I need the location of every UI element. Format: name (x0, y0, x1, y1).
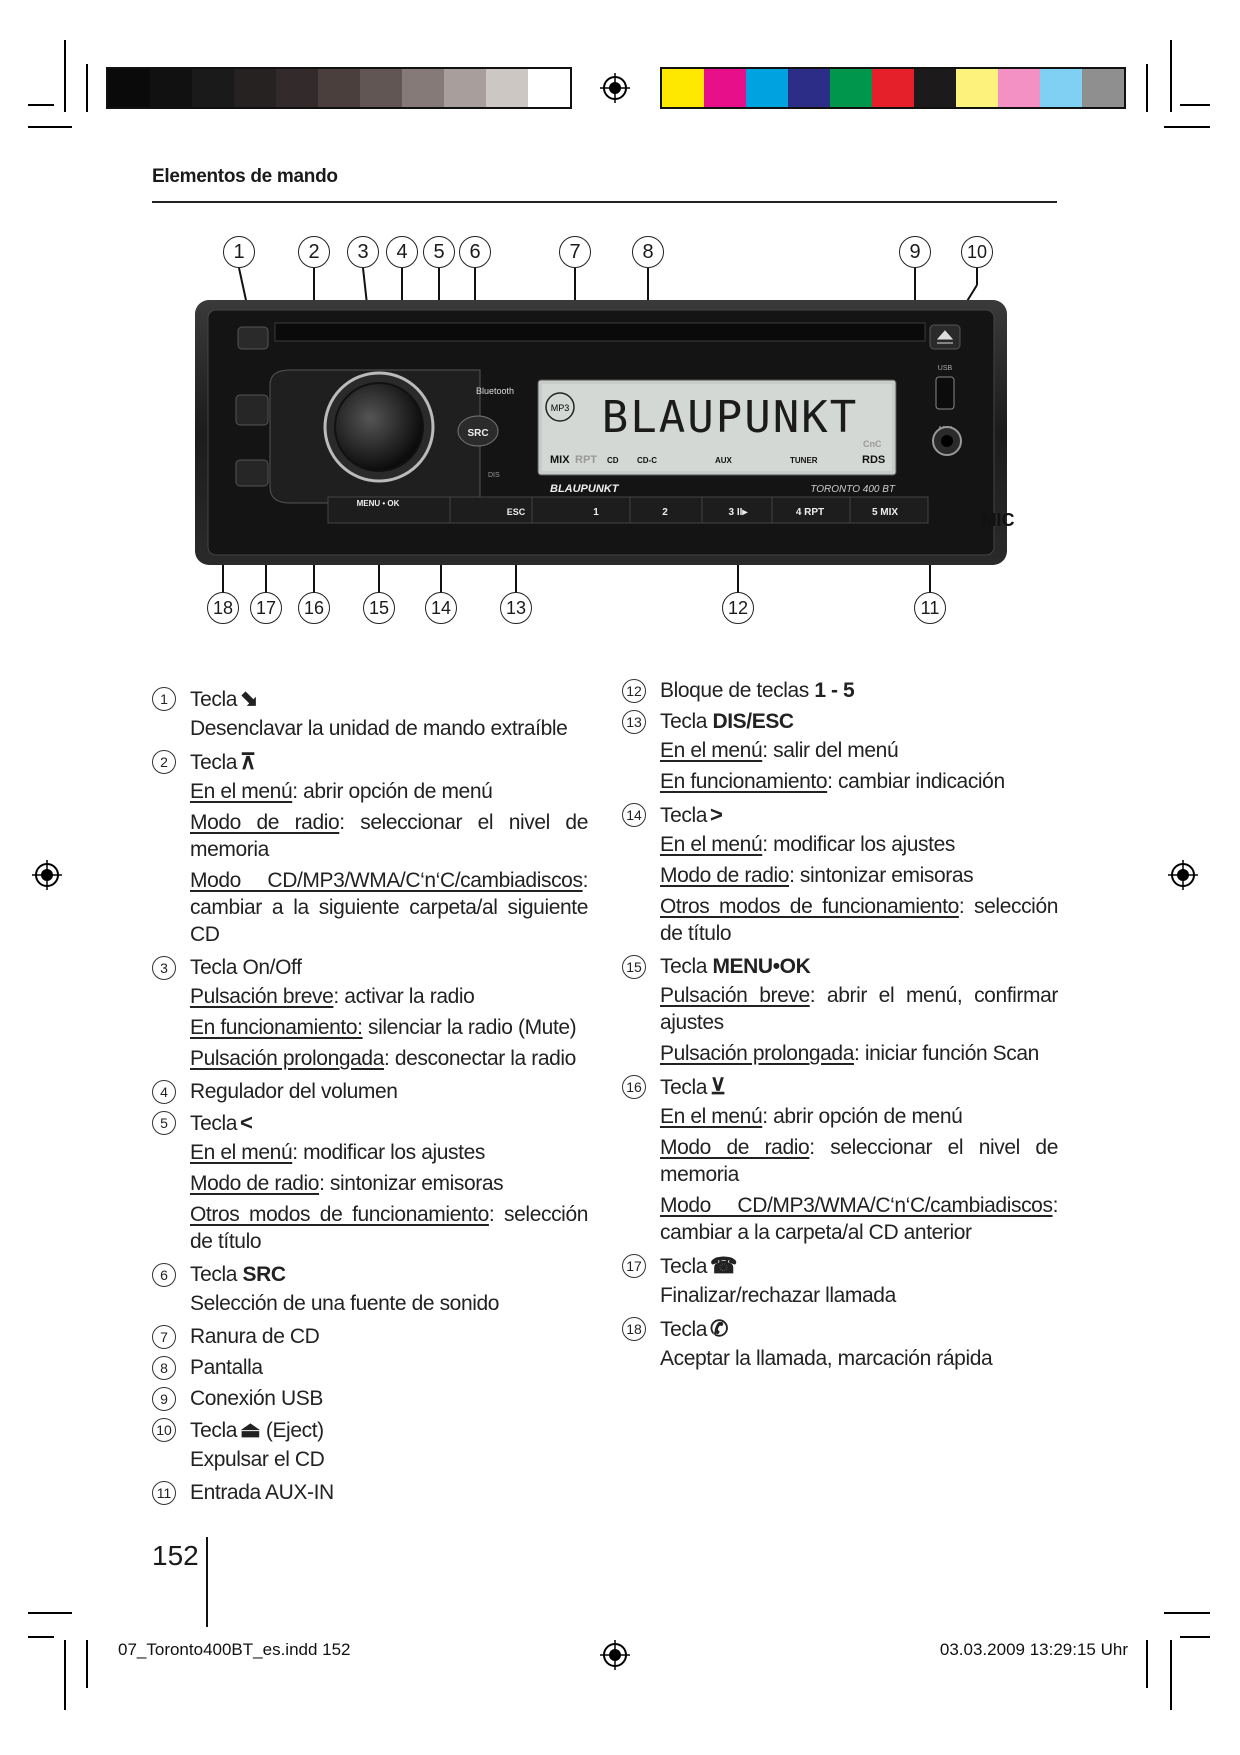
grayscale-bar (106, 67, 572, 109)
callout-15: 15 (363, 592, 395, 624)
item-heading (152, 1414, 588, 1446)
crop-mark (64, 40, 66, 112)
list-item (152, 1076, 588, 1107)
footer-timestamp: 03.03.2009 13:29:15 Uhr (939, 1640, 1128, 1659)
mp3-indicator: MP3 (550, 403, 570, 413)
callout-2: 2 (298, 236, 330, 268)
mode-label: En funcionamiento: (190, 1016, 363, 1039)
mode-label: Modo de radio (190, 811, 340, 834)
item-heading (152, 683, 588, 715)
item-heading (152, 746, 588, 778)
rpt-indicator: RPT (575, 454, 597, 466)
cnc-indicator: CnC (863, 439, 882, 449)
list-item (152, 1259, 588, 1317)
mode-label: Modo de radio (660, 864, 790, 887)
bluetooth-label: Bluetooth (475, 386, 515, 396)
menu-ok-key-label: MENU • OK (356, 499, 400, 508)
item-heading-text: Pantalla (190, 1356, 263, 1379)
up-chevron-icon: ⊼ (240, 749, 256, 774)
description-text: : modificar los ajustes (292, 1141, 485, 1164)
item-description (622, 1282, 1058, 1309)
item-description (152, 867, 588, 948)
item-heading (622, 1250, 1058, 1282)
item-number: 4 (152, 1080, 176, 1104)
item-description (152, 1446, 588, 1473)
color-bar (660, 67, 1126, 109)
callout-13: 13 (500, 592, 532, 624)
item-key-name: SRC (242, 1263, 286, 1286)
item-heading (152, 952, 588, 983)
list-item (152, 746, 588, 948)
mode-label: Otros modos de funcionamiento (190, 1203, 489, 1226)
item-heading-text: Tecla (660, 1318, 708, 1341)
item-number: 8 (152, 1356, 176, 1380)
item-heading-suffix: (Eject) (260, 1419, 324, 1442)
item-number: 13 (622, 710, 646, 734)
item-heading (152, 1076, 588, 1107)
callout-5: 5 (423, 236, 455, 268)
callout-4: 4 (386, 236, 418, 268)
mix-indicator: MIX (550, 454, 570, 466)
usb-label: USB (937, 365, 953, 372)
item-number: 6 (152, 1263, 176, 1287)
description-text: : desconectar la radio (383, 1047, 576, 1070)
cdc-indicator: CD-C (637, 456, 657, 465)
item-heading (152, 1321, 588, 1352)
description-text: : activar la radio (333, 985, 475, 1008)
model-label: TORONTO 400 BT (810, 484, 895, 495)
mode-label: Pulsación breve (660, 984, 810, 1007)
item-number: 9 (152, 1387, 176, 1411)
crop-mark (28, 126, 72, 128)
mode-label: Modo de radio (190, 1172, 320, 1195)
item-heading (152, 1477, 588, 1508)
item-description (152, 1290, 588, 1317)
item-heading (622, 1313, 1058, 1345)
mode-label: En funcionamiento (660, 770, 828, 793)
rds-indicator: RDS (862, 454, 886, 466)
description-text: : abrir opción de menú (292, 780, 493, 803)
callout-9: 9 (899, 236, 931, 268)
mode-label: En el menú (660, 739, 763, 762)
item-description (622, 862, 1058, 889)
right-chevron-icon: > (710, 802, 723, 827)
item-heading (152, 1352, 588, 1383)
mode-label: Modo de radio (660, 1136, 810, 1159)
item-number: 10 (152, 1418, 176, 1442)
item-number: 7 (152, 1325, 176, 1349)
device-figure (150, 235, 1050, 635)
brand-label: BLAUPUNKT (550, 483, 619, 495)
list-item (152, 1352, 588, 1383)
item-description (622, 1192, 1058, 1246)
description-text: : cambiar a la carpeta/al CD anterior (660, 1194, 1058, 1244)
registration-mark-icon (600, 73, 630, 103)
list-item (152, 952, 588, 1072)
callout-7: 7 (559, 236, 591, 268)
item-description (622, 1134, 1058, 1188)
cd-indicator: CD (607, 456, 619, 465)
aux-indicator: AUX (715, 456, 732, 465)
item-number: 16 (622, 1075, 646, 1099)
description-text: : selección de título (660, 895, 1059, 945)
down-chevron-icon: ⊻ (710, 1074, 726, 1099)
mode-label: En el menú (660, 1105, 763, 1128)
item-description (622, 1103, 1058, 1130)
item-number: 5 (152, 1111, 176, 1135)
crop-mark (1146, 1640, 1148, 1688)
list-item (622, 1250, 1058, 1309)
item-heading-text: Ranura de CD (190, 1325, 320, 1348)
crop-mark (1170, 40, 1172, 112)
item-number: 3 (152, 956, 176, 980)
item-heading-text: Tecla On/Off (190, 956, 302, 979)
list-item (622, 799, 1058, 947)
callout-6: 6 (459, 236, 491, 268)
description-text: Finalizar/rechazar llamada (660, 1284, 896, 1307)
item-description (622, 982, 1058, 1036)
description-text: : iniciar función Scan (853, 1042, 1039, 1065)
item-description (152, 1045, 588, 1072)
mode-label: En el menú (660, 833, 763, 856)
description-text: : selección de título (190, 1203, 589, 1253)
item-description (622, 737, 1058, 764)
list-item (622, 675, 1058, 706)
crop-mark (86, 64, 88, 112)
list-item (622, 1313, 1058, 1372)
item-description (622, 1040, 1058, 1067)
item-key-name: DIS/ESC (712, 710, 794, 733)
registration-mark-icon (1168, 860, 1198, 890)
release-icon: ⬊ (240, 686, 259, 711)
crop-mark (1164, 1612, 1210, 1614)
item-heading (152, 1107, 588, 1139)
preset-key-4: 4 RPT (795, 507, 825, 518)
preset-key-1: 1 (593, 507, 599, 518)
item-heading-text: Tecla (660, 804, 708, 827)
crop-mark (1146, 64, 1148, 112)
item-description (152, 809, 588, 863)
page-number: 152 (152, 1540, 199, 1571)
mode-label: Modo CD/MP3/WMA/C‘n‘C/cambiadiscos (190, 869, 583, 892)
description-text: Desenclavar la unidad de mando extraíble (190, 717, 568, 740)
callout-14: 14 (425, 592, 457, 624)
item-number: 2 (152, 750, 176, 774)
item-heading-text: Bloque de teclas (660, 679, 809, 702)
mode-label: Modo CD/MP3/WMA/C‘n‘C/cambiadiscos (660, 1194, 1053, 1217)
item-description (152, 1201, 588, 1255)
item-description (152, 983, 588, 1010)
item-heading-text: Tecla (660, 955, 708, 978)
item-heading-text: Tecla (660, 1076, 708, 1099)
footer-filename: 07_Toronto400BT_es.indd 152 (118, 1640, 351, 1659)
section-title: Elementos de mando (152, 166, 338, 187)
description-text: : salir del menú (762, 739, 899, 762)
display-text: BLAUPUNKT (601, 392, 859, 443)
dis-label: DIS (488, 472, 500, 479)
mic-label: MIC (981, 510, 1015, 530)
item-heading (622, 706, 1058, 737)
list-item (152, 1383, 588, 1414)
crop-mark (1164, 126, 1210, 128)
item-description (152, 715, 588, 742)
callout-11: 11 (914, 592, 946, 624)
item-description (622, 1345, 1058, 1372)
item-heading (622, 951, 1058, 982)
preset-key-2: 2 (662, 507, 668, 518)
mode-label: Pulsación prolongada (190, 1047, 384, 1070)
item-key-name: MENU•OK (712, 955, 811, 978)
src-key-label: SRC (467, 428, 489, 439)
crop-mark (64, 1640, 66, 1710)
item-heading (622, 1071, 1058, 1103)
item-description (152, 778, 588, 805)
left-chevron-icon: < (240, 1110, 253, 1135)
item-heading (152, 1259, 588, 1290)
tuner-indicator: TUNER (790, 456, 818, 465)
item-key-name: 1 - 5 (814, 679, 855, 702)
mode-label: En el menú (190, 780, 293, 803)
callout-10: 10 (961, 236, 993, 268)
description-text: : abrir el menú, confirmar ajustes (660, 984, 1058, 1034)
item-heading-text: Tecla (190, 688, 238, 711)
callout-17: 17 (250, 592, 282, 624)
list-item (622, 706, 1058, 795)
description-text: Selección de una fuente de sonido (190, 1292, 500, 1315)
description-text: : seleccionar el nivel de memoria (660, 1136, 1058, 1186)
description-text: : modificar los ajustes (762, 833, 955, 856)
registration-mark-icon (600, 1640, 630, 1670)
callout-16: 16 (298, 592, 330, 624)
item-description (152, 1139, 588, 1166)
registration-mark-icon (32, 860, 62, 890)
item-number: 14 (622, 803, 646, 827)
list-item (152, 1414, 588, 1473)
crop-mark (1180, 104, 1210, 106)
item-number: 11 (152, 1481, 176, 1505)
item-heading-text: Tecla (660, 1255, 708, 1278)
item-heading (152, 1383, 588, 1414)
item-description (622, 893, 1058, 947)
description-text: : cambiar a la siguiente carpeta/al siguiente CD (190, 869, 588, 946)
item-heading-text: Tecla (190, 1263, 238, 1286)
callout-1: 1 (223, 236, 255, 268)
description-text: : sintonizar emisoras (789, 864, 974, 887)
list-item (152, 1107, 588, 1255)
description-text: Aceptar la llamada, marcación rápida (660, 1347, 993, 1370)
left-column (152, 683, 588, 1508)
phone-accept-icon: ✆ (710, 1316, 729, 1341)
list-item (152, 1477, 588, 1508)
callout-12: 12 (722, 592, 754, 624)
item-heading-text: Tecla (190, 1419, 238, 1442)
hang-up-icon: ☎ (710, 1253, 738, 1278)
list-item (622, 1071, 1058, 1246)
description-text: : cambiar indicación (827, 770, 1005, 793)
eject-icon: ⏏ (240, 1417, 261, 1442)
list-item (152, 1321, 588, 1352)
crop-mark (28, 1612, 72, 1614)
mode-label: En el menú (190, 1141, 293, 1164)
description-text: : sintonizar emisoras (319, 1172, 504, 1195)
callout-8: 8 (632, 236, 664, 268)
item-heading-text: Conexión USB (190, 1387, 323, 1410)
item-heading-text: Tecla (190, 1112, 238, 1135)
item-description (152, 1014, 588, 1041)
list-item (622, 951, 1058, 1067)
crop-mark (1170, 1640, 1172, 1710)
preset-key-3: 3 II▸ (728, 507, 748, 518)
item-heading-text: Tecla (660, 710, 708, 733)
crop-mark (28, 1636, 54, 1638)
right-column (622, 675, 1058, 1376)
description-text: Expulsar el CD (190, 1448, 325, 1471)
description-text: silenciar la radio (Mute) (362, 1016, 577, 1039)
preset-key-5: 5 MIX (871, 507, 899, 518)
list-item (152, 683, 588, 742)
description-text: : seleccionar el nivel de memoria (190, 811, 588, 861)
item-heading-text: Entrada AUX-IN (190, 1481, 334, 1504)
item-heading (622, 799, 1058, 831)
item-number: 18 (622, 1317, 646, 1341)
item-number: 1 (152, 687, 176, 711)
mode-label: Pulsación prolongada (660, 1042, 854, 1065)
description-text: : abrir opción de menú (762, 1105, 963, 1128)
title-rule (152, 201, 1057, 203)
callout-3: 3 (347, 236, 379, 268)
item-description (622, 768, 1058, 795)
callout-18: 18 (207, 592, 239, 624)
page-number-rule (206, 1537, 208, 1627)
item-number: 12 (622, 679, 646, 703)
mode-label: Otros modos de funcionamiento (660, 895, 959, 918)
item-heading-text: Regulador del volumen (190, 1080, 398, 1103)
item-heading-text: Tecla (190, 751, 238, 774)
crop-mark (1180, 1636, 1210, 1638)
mode-label: Pulsación breve (190, 985, 334, 1008)
esc-key-label: ESC (506, 507, 526, 517)
crop-mark (28, 104, 54, 106)
crop-mark (86, 1640, 88, 1688)
item-number: 17 (622, 1254, 646, 1278)
item-heading (622, 675, 1058, 706)
item-number: 15 (622, 955, 646, 979)
item-description (152, 1170, 588, 1197)
item-description (622, 831, 1058, 858)
